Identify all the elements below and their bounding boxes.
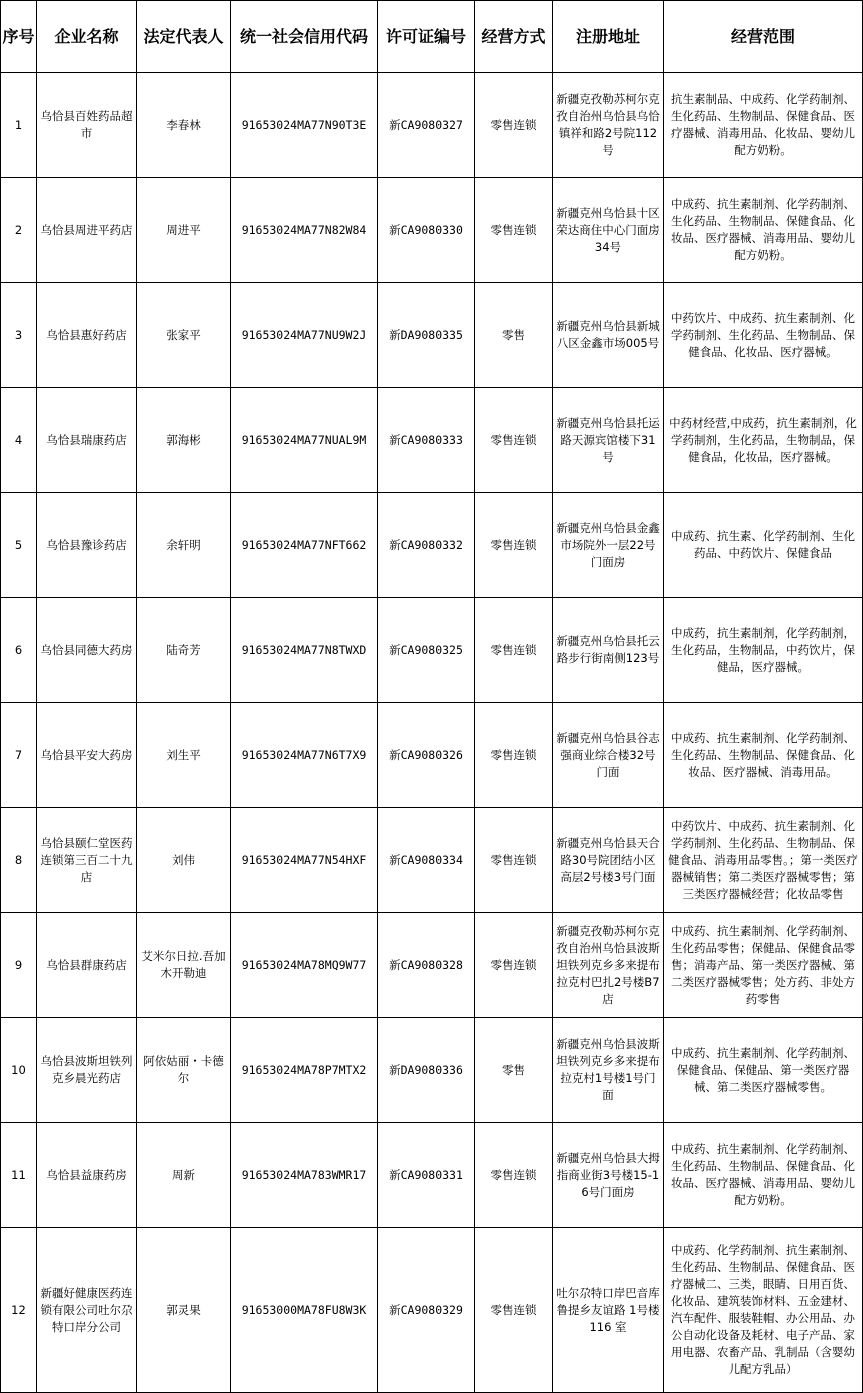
cell-license-no: 新CA9080328 (378, 913, 475, 1018)
cell-scope: 中药饮片、中成药、抗生素制剂、化学药制剂、生化药品、生物制品、保健食品、化妆品、医疗器械。 (664, 283, 863, 388)
table-row (1, 1123, 863, 1228)
header-credit-code: 统一社会信用代码 (231, 1, 378, 73)
table-row (1, 808, 863, 913)
header-company-name: 企业名称 (37, 1, 137, 73)
table-row (1, 493, 863, 598)
cell-legal-rep: 郭灵果 (137, 1228, 231, 1393)
cell-credit-code: 91653024MA77N82W84 (231, 178, 378, 283)
cell-license-no: 新CA9080332 (378, 493, 475, 598)
table-row (1, 598, 863, 703)
cell-legal-rep: 刘生平 (137, 703, 231, 808)
cell-business-mode: 零售连锁 (475, 598, 553, 703)
cell-scope: 抗生素制品、中成药、化学药制剂、生化药品、生物制品、保健食品、医疗器械、消毒用品、化妆品、婴幼儿配方奶粉。 (664, 73, 863, 178)
cell-license-no: 新CA9080326 (378, 703, 475, 808)
cell-credit-code: 91653024MA77NU9W2J (231, 283, 378, 388)
cell-business-mode: 零售连锁 (475, 703, 553, 808)
cell-business-mode: 零售连锁 (475, 913, 553, 1018)
cell-license-no: 新CA9080331 (378, 1123, 475, 1228)
cell-address: 新疆克州乌恰县金鑫市场院外一层22号门面房 (553, 493, 664, 598)
cell-address: 新疆克孜勒苏柯尔克孜自治州乌恰县乌恰镇祥和路2号院112号 (553, 73, 664, 178)
cell-scope: 中成药、抗生素、化学药制剂、生化药品、中药饮片、保健食品 (664, 493, 863, 598)
cell-company-name: 乌恰县颐仁堂医药连锁第三百二十九店 (37, 808, 137, 913)
cell-license-no: 新DA9080336 (378, 1018, 475, 1123)
cell-scope: 中成药、抗生素制剂、化学药制剂、生化药品、生物制品、保健食品、化妆品、医疗器械、消毒用品、婴幼儿配方奶粉。 (664, 1123, 863, 1228)
cell-no: 3 (1, 283, 37, 388)
cell-address: 新疆克州乌恰县谷志强商业综合楼32号门面 (553, 703, 664, 808)
cell-no: 7 (1, 703, 37, 808)
table-row (1, 283, 863, 388)
cell-no: 11 (1, 1123, 37, 1228)
cell-address: 吐尔尕特口岸巴音库鲁提乡友谊路 1号楼 116 室 (553, 1228, 664, 1393)
cell-address: 新疆克州乌恰县天合路30号院团结小区高层2号楼3号门面 (553, 808, 664, 913)
cell-address: 新疆克州乌恰县托云路步行街南侧123号 (553, 598, 664, 703)
cell-legal-rep: 陆奇芳 (137, 598, 231, 703)
cell-no: 9 (1, 913, 37, 1018)
cell-no: 4 (1, 388, 37, 493)
cell-address: 新疆克州乌恰县十区荣达商住中心门面房34号 (553, 178, 664, 283)
cell-business-mode: 零售 (475, 1018, 553, 1123)
cell-company-name: 新疆好健康医药连锁有限公司吐尔尕特口岸分公司 (37, 1228, 137, 1393)
cell-company-name: 乌恰县益康药房 (37, 1123, 137, 1228)
table-row (1, 1228, 863, 1393)
cell-credit-code: 91653000MA78FU8W3K (231, 1228, 378, 1393)
cell-company-name: 乌恰县豫诊药店 (37, 493, 137, 598)
cell-scope: 中成药、抗生素制剂、化学药制剂、生化药品、生物制品、保健食品、化妆品、医疗器械、消毒用品、婴幼儿配方奶粉。 (664, 178, 863, 283)
cell-business-mode: 零售连锁 (475, 1123, 553, 1228)
cell-company-name: 乌恰县周进平药店 (37, 178, 137, 283)
cell-address: 新疆克州乌恰县托运路天源宾馆楼下31号 (553, 388, 664, 493)
cell-address: 新疆克州乌恰县波斯坦铁列克乡多来提布拉克村1号楼1号门面 (553, 1018, 664, 1123)
cell-business-mode: 零售连锁 (475, 808, 553, 913)
cell-company-name: 乌恰县同德大药房 (37, 598, 137, 703)
cell-address: 新疆克州乌恰县大拇指商业街3号楼15-16号门面房 (553, 1123, 664, 1228)
cell-business-mode: 零售连锁 (475, 388, 553, 493)
cell-business-mode: 零售 (475, 283, 553, 388)
cell-credit-code: 91653024MA77NUAL9M (231, 388, 378, 493)
header-address: 注册地址 (553, 1, 664, 73)
cell-legal-rep: 艾米尔日拉.吾加木开勒迪 (137, 913, 231, 1018)
cell-company-name: 乌恰县惠好药店 (37, 283, 137, 388)
cell-address: 新疆克州乌恰县新城八区金鑫市场005号 (553, 283, 664, 388)
cell-credit-code: 91653024MA78MQ9W77 (231, 913, 378, 1018)
cell-license-no: 新CA9080329 (378, 1228, 475, 1393)
table-row (1, 388, 863, 493)
cell-scope: 中成药，抗生素制剂，化学药制剂，生化药品，生物制品，中药饮片，保健品，医疗器械。 (664, 598, 863, 703)
cell-business-mode: 零售连锁 (475, 1228, 553, 1393)
cell-no: 10 (1, 1018, 37, 1123)
cell-address: 新疆克孜勒苏柯尔克孜自治州乌恰县波斯坦铁列克乡多来提布拉克村巴扎2号楼B7店 (553, 913, 664, 1018)
cell-scope: 中成药、抗生素制剂、化学药制剂、保健食品、保健品、第一类医疗器械、第二类医疗器械零售。 (664, 1018, 863, 1123)
cell-company-name: 乌恰县百姓药品超市 (37, 73, 137, 178)
header-row (1, 1, 863, 73)
cell-legal-rep: 刘伟 (137, 808, 231, 913)
cell-no: 6 (1, 598, 37, 703)
cell-business-mode: 零售连锁 (475, 493, 553, 598)
cell-credit-code: 91653024MA77NFT662 (231, 493, 378, 598)
cell-legal-rep: 郭海彬 (137, 388, 231, 493)
cell-license-no: 新CA9080333 (378, 388, 475, 493)
cell-scope: 中成药、化学药制剂、抗生素制剂、生化药品、生物制品、保健食品、医疗器械二、三类，眼睛、日用百货、化妆品、建筑装饰材料、五金建材、汽车配件、服装鞋帽、办公用品、办公自动化设备及耗材、电子产品、家用电器、农畜产品、乳制品（含婴幼儿配方乳品） (664, 1228, 863, 1393)
cell-credit-code: 91653024MA783WMR17 (231, 1123, 378, 1228)
header-business-mode: 经营方式 (475, 1, 553, 73)
cell-scope: 中成药、抗生素制剂、化学药制剂、生化药品、生物制品、保健食品、化妆品、医疗器械、消毒用品。 (664, 703, 863, 808)
cell-credit-code: 91653024MA77N54HXF (231, 808, 378, 913)
cell-company-name: 乌恰县平安大药房 (37, 703, 137, 808)
cell-license-no: 新CA9080325 (378, 598, 475, 703)
cell-credit-code: 91653024MA77N6T7X9 (231, 703, 378, 808)
table-row (1, 1018, 863, 1123)
cell-legal-rep: 周新 (137, 1123, 231, 1228)
header-scope: 经营范围 (664, 1, 863, 73)
cell-no: 5 (1, 493, 37, 598)
table-row (1, 703, 863, 808)
cell-no: 2 (1, 178, 37, 283)
cell-no: 1 (1, 73, 37, 178)
header-no: 序号 (1, 1, 37, 73)
cell-legal-rep: 阿依姑丽・卡德尔 (137, 1018, 231, 1123)
table-row (1, 73, 863, 178)
cell-scope: 中成药、抗生素制剂、化学药制剂、生化药品零售；保健品、保健食品零售；消毒产品、第一类医疗器械、第二类医疗器械零售；处方药、非处方药零售 (664, 913, 863, 1018)
cell-company-name: 乌恰县群康药店 (37, 913, 137, 1018)
cell-business-mode: 零售连锁 (475, 73, 553, 178)
cell-legal-rep: 余轩明 (137, 493, 231, 598)
cell-license-no: 新CA9080327 (378, 73, 475, 178)
cell-license-no: 新CA9080334 (378, 808, 475, 913)
cell-credit-code: 91653024MA77N8TWXD (231, 598, 378, 703)
header-license-no: 许可证编号 (378, 1, 475, 73)
cell-legal-rep: 周进平 (137, 178, 231, 283)
cell-legal-rep: 张家平 (137, 283, 231, 388)
cell-company-name: 乌恰县瑞康药店 (37, 388, 137, 493)
cell-business-mode: 零售连锁 (475, 178, 553, 283)
cell-no: 8 (1, 808, 37, 913)
cell-scope: 中药饮片、中成药、抗生素制剂、化学药制剂、生化药品、生物制品、保健食品、消毒用品零售。；第一类医疗器械销售；第二类医疗器械零售；第三类医疗器械经营；化妆品零售 (664, 808, 863, 913)
cell-license-no: 新DA9080335 (378, 283, 475, 388)
cell-legal-rep: 李春林 (137, 73, 231, 178)
cell-scope: 中药材经营,中成药，抗生素制剂，化学药制剂，生化药品，生物制品，保健食品，化妆品，医疗器械。 (664, 388, 863, 493)
cell-credit-code: 91653024MA78P7MTX2 (231, 1018, 378, 1123)
header-legal-rep: 法定代表人 (137, 1, 231, 73)
cell-license-no: 新CA9080330 (378, 178, 475, 283)
cell-company-name: 乌恰县波斯坦铁列克乡晨光药店 (37, 1018, 137, 1123)
table-row (1, 178, 863, 283)
table-row (1, 913, 863, 1018)
cell-credit-code: 91653024MA77N90T3E (231, 73, 378, 178)
cell-no: 12 (1, 1228, 37, 1393)
